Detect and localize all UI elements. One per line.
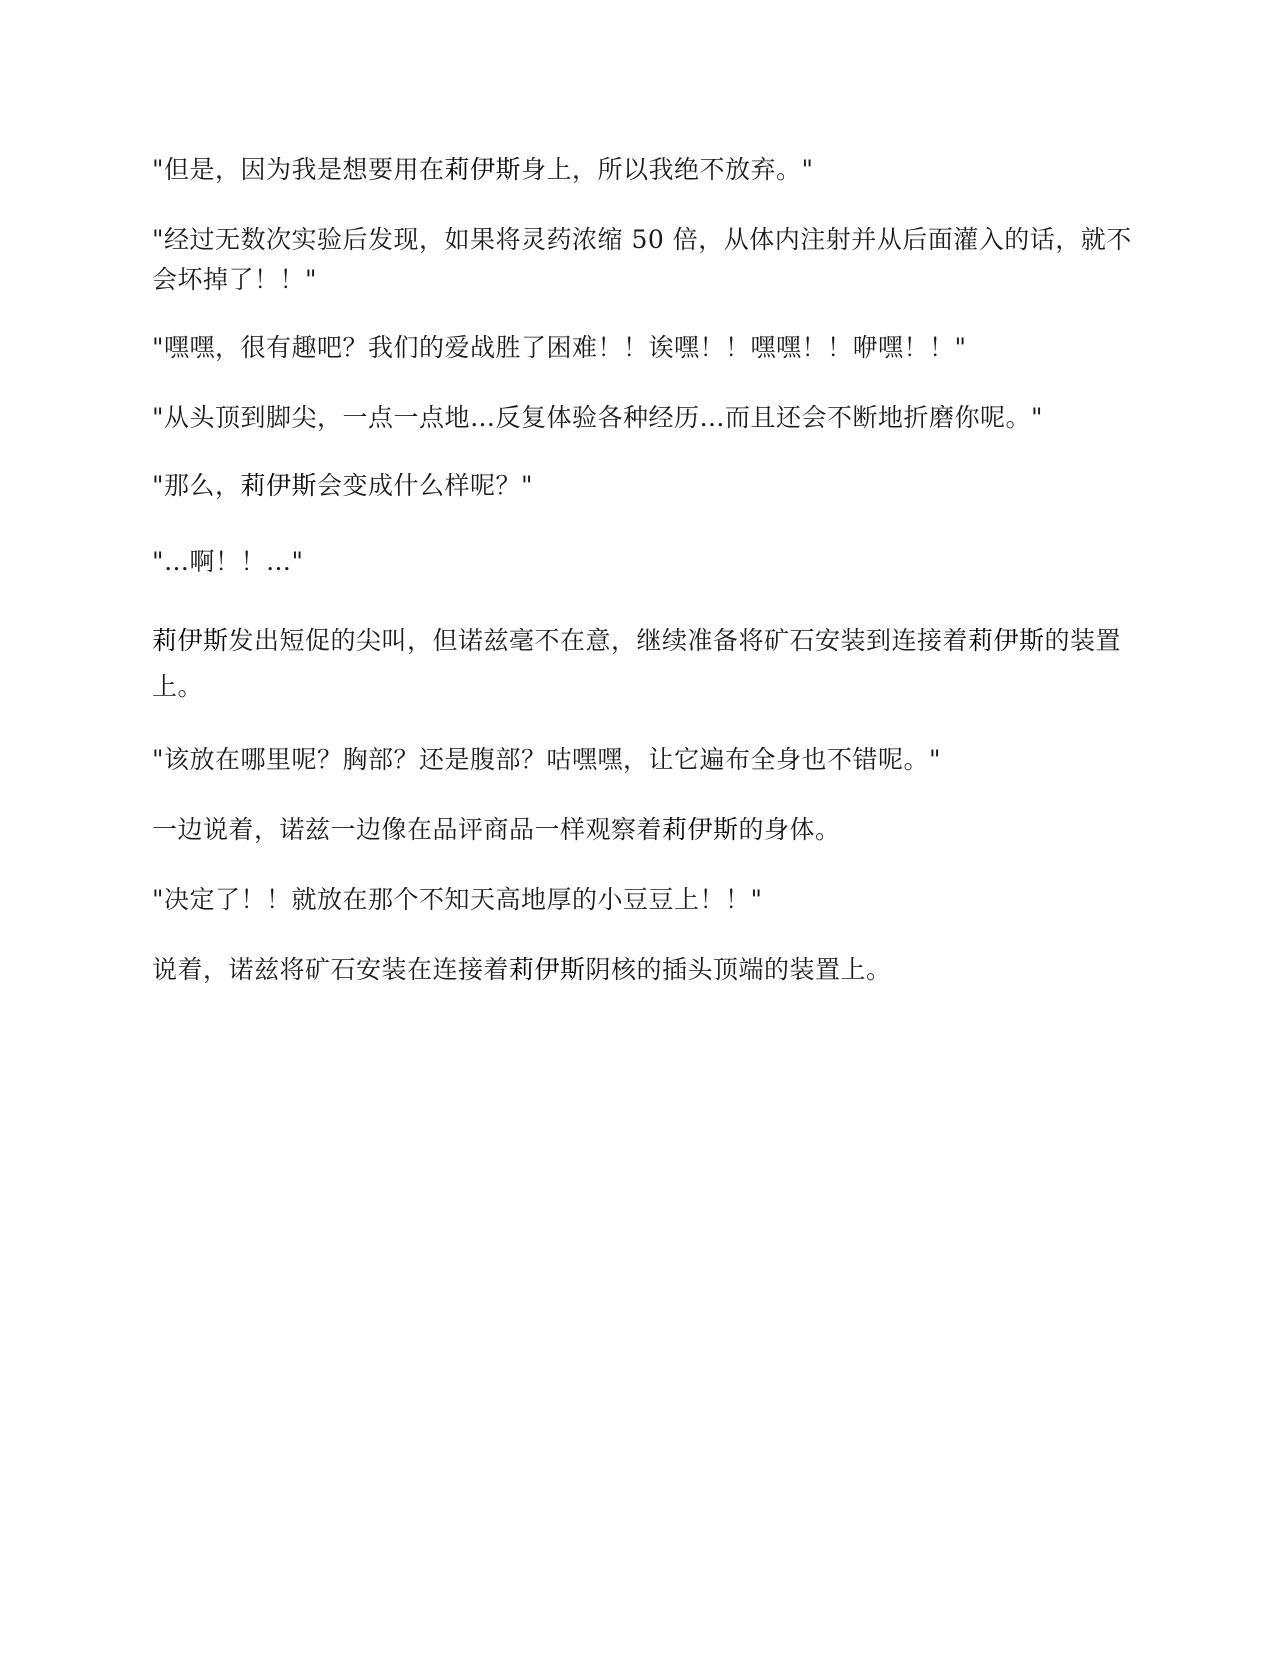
- paragraph: [152, 398, 1142, 438]
- text-segment: "但是，因为我是想要用在: [152, 155, 445, 184]
- character-name: 莉伊斯: [509, 955, 586, 984]
- text-segment: "…啊！！…": [152, 547, 304, 576]
- document-page: [152, 150, 1142, 1020]
- text-segment: 的身体。: [738, 815, 841, 844]
- text-segment: 发出短促的尖叫，但诺兹毫不在意，继续准备将矿石安装到连接着: [228, 626, 969, 655]
- text-segment: "从头顶到脚尖，一点一点地…反复体验各种经历…而且还会不断地折磨你呢。": [152, 403, 1044, 432]
- character-name: 莉伊斯: [662, 815, 739, 844]
- paragraph: [152, 950, 1142, 990]
- text-segment: 说着，诺兹将矿石安装在连接着: [152, 955, 510, 984]
- text-segment: "该放在哪里呢？胸部？还是腹部？咕嘿嘿，让它遍布全身也不错呢。": [152, 745, 942, 774]
- character-name: 莉伊斯: [152, 626, 229, 655]
- paragraph: [152, 542, 1142, 582]
- text-segment: "决定了！！就放在那个不知天高地厚的小豆豆上！！": [152, 885, 763, 914]
- text-segment: "经过无数次实验后发现，如果将灵药浓缩 50 倍，从体内注射并从后面灌入的话，就不会坏掉了！！": [152, 225, 1132, 294]
- character-name: 莉伊斯: [444, 155, 522, 184]
- paragraph: [152, 880, 1142, 920]
- text-segment: "嘿嘿，很有趣吧？我们的爱战胜了困难！！诶嘿！！嘿嘿！！咿嘿！！": [152, 333, 967, 362]
- paragraph: [152, 810, 1142, 850]
- text-segment: 一边说着，诺兹一边像在品评商品一样观察着: [152, 815, 663, 844]
- paragraph: [152, 740, 1142, 780]
- paragraph: [152, 150, 1142, 190]
- text-segment: 会变成什么样呢？": [317, 471, 534, 500]
- paragraph: [152, 618, 1142, 710]
- text-segment: 阴核的插头顶端的装置上。: [585, 955, 892, 984]
- text-segment: 身上，所以我绝不放弃。": [521, 155, 814, 184]
- character-name: 莉伊斯: [240, 471, 318, 500]
- paragraph: [152, 466, 1142, 506]
- character-name: 莉伊斯: [968, 626, 1045, 655]
- text-segment: 的装置上。: [152, 626, 1122, 701]
- paragraph: [152, 328, 1142, 368]
- paragraph: [152, 220, 1142, 300]
- text-segment: "那么，: [152, 471, 241, 500]
